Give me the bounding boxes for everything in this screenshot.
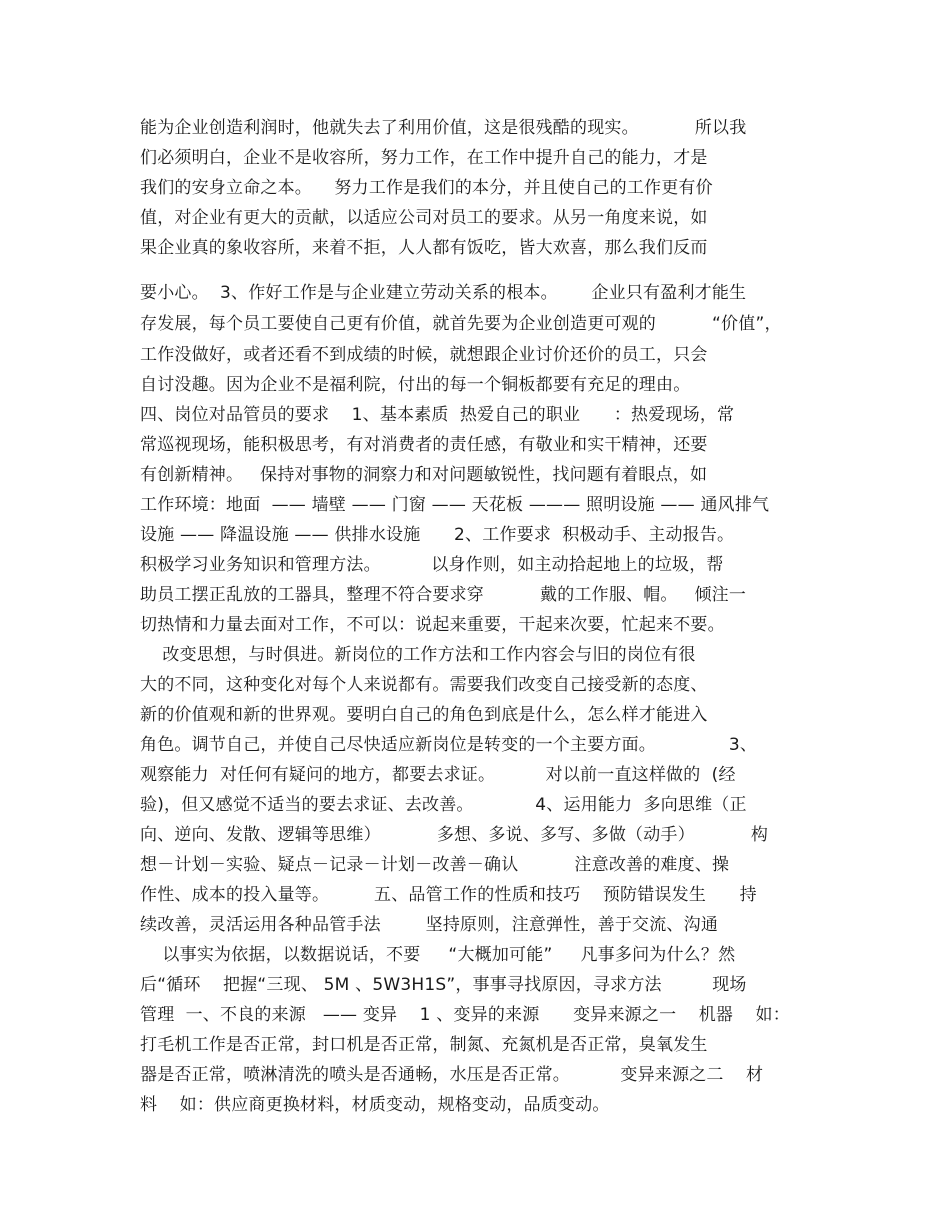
text-line: 要小心。 3、作好工作是与企业建立劳动关系的根本。 企业只有盈利才能生	[140, 283, 747, 303]
text-line: 助员工摆正乱放的工器具，整理不符合要求穿 戴的工作服、帽。 倾注一	[140, 585, 747, 605]
text-line: 值，对企业有更大的贡献，以适应公司对员工的要求。从另一角度来说，如	[140, 208, 708, 228]
text-line: 以事实为依据，以数据说话，不要 “大概加可能” 凡事多问为什么？然	[140, 945, 736, 965]
text-line: 打毛机工作是否正常，封口机是否正常，制氮、充氮机是否正常，臭氧发生	[140, 1035, 708, 1055]
text-line: 存发展，每个员工要使自己更有价值，就首先要为企业创造更可观的 “价值”，	[140, 314, 782, 334]
text-line: 验)，但又感觉不适当的要去求证、去改善。 4、运用能力 多向思维（正	[140, 795, 747, 815]
text-line: 向、逆向、发散、逻辑等思维） 多想、多说、多写、多做（动手） 构	[140, 825, 769, 845]
text-line: 四、岗位对品管员的要求 1、基本素质 热爱自己的职业 ：热爱现场，常	[140, 405, 735, 425]
text-line: 大的不同，这种变化对每个人来说都有。需要我们改变自己接受新的态度、	[140, 675, 708, 695]
text-line: 作性、成本的投入量等。 五、品管工作的性质和技巧 预防错误发生 持	[140, 885, 757, 905]
text-line: 有创新精神。 保持对事物的洞察力和对问题敏锐性，找问题有着眼点，如	[140, 465, 708, 485]
text-line: 新的价值观和新的世界观。要明白自己的角色到底是什么，怎么样才能进入	[140, 705, 708, 725]
text-line: 工作没做好，或者还看不到成绩的时候，就想跟企业讨价还价的员工，只会	[140, 345, 708, 365]
text-line: 改变思想，与时俱进。新岗位的工作方法和工作内容会与旧的岗位有很	[140, 645, 696, 665]
text-line: 自讨没趣。因为企业不是福利院，付出的每一个铜板都要有充足的理由。	[140, 375, 691, 395]
text-line: 料 如：供应商更换材料，材质变动，规格变动，品质变动。	[140, 1095, 610, 1115]
text-line: 观察能力 对任何有疑问的地方，都要去求证。 对以前一直这样做的 (经	[140, 765, 736, 785]
text-line: 工作环境：地面 —— 墙壁 —— 门窗 —— 天花板 ——— 照明设施 —— 通风排气	[140, 495, 770, 515]
text-line: 能为企业创造利润时，他就失去了利用价值，这是很残酷的现实。 所以我	[140, 118, 747, 138]
text-line: 想－计划－实验、疑点－记录－计划－改善－确认 注意改善的难度、操	[140, 855, 730, 875]
text-line: 果企业真的象收容所，来着不拒，人人都有饭吃，皆大欢喜，那么我们反而	[140, 238, 708, 258]
text-line: 切热情和力量去面对工作，不可以：说起来重要，干起来次要，忙起来不要。	[140, 615, 725, 635]
text-line: 们必须明白，企业不是收容所，努力工作，在工作中提升自己的能力，才是	[140, 148, 708, 168]
text-line: 续改善，灵活运用各种品管手法 坚持原则，注意弹性，善于交流、沟通	[140, 915, 719, 935]
text-line: 常巡视现场，能积极思考，有对消费者的责任感，有敬业和实干精神，还要	[140, 435, 708, 455]
text-line: 设施 —— 降温设施 —— 供排水设施 2、工作要求 积极动手、主动报告。	[140, 525, 735, 545]
text-line: 器是否正常，喷淋清洗的喷头是否通畅，水压是否正常。 变异来源之二 材	[140, 1065, 764, 1085]
text-line: 积极学习业务知识和管理方法。 以身作则，如主动拾起地上的垃圾，帮	[140, 555, 724, 575]
text-line: 角色。调节自己，并使自己尽快适应新岗位是转变的一个主要方面。 3、	[140, 735, 758, 755]
text-line: 我们的安身立命之本。 努力工作是我们的本分，并且使自己的工作更有价	[140, 178, 713, 198]
text-line: 管理 一、不良的来源 —— 变异 1 、变异的来源 变异来源之一 机器 如：	[140, 1005, 790, 1025]
text-line: 后“循环 把握“三现、 5M 、5W3H1S”，事事寻找原因，寻求方法 现场	[140, 975, 747, 995]
